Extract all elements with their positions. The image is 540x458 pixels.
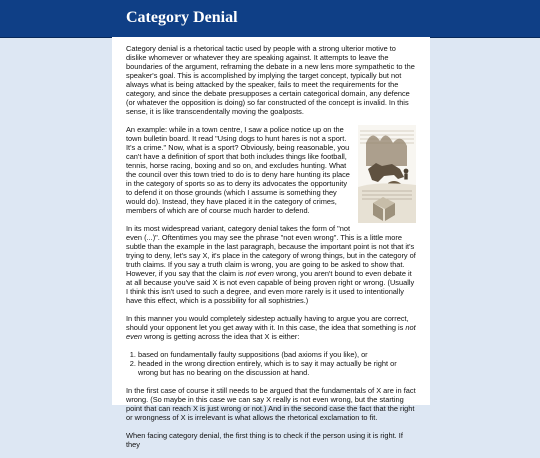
paragraph-sidestep	[126, 314, 416, 341]
article-panel	[112, 37, 430, 449]
paragraph-sidestep-emphasis: not even	[126, 323, 416, 341]
engraving-illustration	[358, 125, 416, 223]
list-item: 2. headed in the wrong direction entirely, which is to say it may actually be right or wrong but has no bearing on the discussion at hand.	[138, 359, 416, 377]
paragraph-not-even-part-1: In its most widespread variant, category denial takes the form of "not even (...)". Oftentimes you may see the phrase "not even wrong". This is a little more subtle than the example in the last paragraph, because the important point is not that it's trying to deny, let's say X, it's place in the category of wrong things, but in the category of truth claims. If you say a truth claim is wrong, you are going to be asked to show that. However, if you say that the claim is	[126, 224, 416, 278]
paragraph-facing: When facing category denial, the first thing is to check if the person using it is right. If they	[126, 431, 403, 449]
article-body	[126, 44, 416, 458]
either-list	[126, 350, 416, 377]
paragraph-example: An example: while in a town centre, I saw a police notice up on the town bulletin board. It read "Using dogs to hunt hares is not a sport. It's a crime." Now, what is a sport? Obviously, being reasonable, you can't have a definition of sport that both includes things like football, tennis, horse racing, boxing and so on, and excludes hunting. What the council over this town tried to do is to deny hare hunting its place in the category of sports so as to deny its advocates the opportunity to defend it on those grounds (which I assume is something they would do). Instead, they have placed it in the category of crimes, members of which are of course much harder to defend.	[126, 125, 350, 215]
paragraph-intro: Category denial is a rhetorical tactic used by people with a strong ulterior motive to dislike whomever or whatever they are speaking against. It attempts to leave the boundaries of the argument, reframing the debate in a new lens more sympathetic to the speaker's goal. This is accomplished by implying the target concept, typically but not always what is being attacked by the speaker, fails to meet the requirements for the category, and since the debate presupposes a certain categorical domain, any defence (or whatever the opposition is doing) so far constructed of the concept is invalid. In this sense, it is like transcendentally moving the goalposts.	[126, 44, 415, 116]
page-header	[0, 0, 540, 38]
paragraph-sidestep-part-2: wrong is getting across the idea that X is either:	[142, 332, 300, 341]
paragraph-not-even-emphasis: not even	[245, 269, 274, 278]
list-item: 1. based on fundamentally faulty suppositions (bad axioms if you like), or	[138, 350, 416, 359]
paragraph-not-even-part-2: wrong, you aren't bound to even debate it at all because you've said X is not even capable of being proven right or wrong. (Usually I think this isn't used to such a degree, and even more rarely is it used to intentionally have this effect, which is a possibility for all sophistries.)	[126, 269, 415, 305]
paragraph-sidestep-part-1: In this manner you would completely sidestep actually having to argue you are correct, should your opponent let you get away with it. In this case, the idea that something is	[126, 314, 409, 332]
page-title: Category Denial	[126, 9, 238, 26]
paragraph-first-case: In the first case of course it still needs to be argued that the fundamentals of X are in fact wrong. (So maybe in this case we can say X really is not even wrong, but the starting point that can reach X is just wrong or not.) And in the second case the fact that the right or wrongness of X is irrelevant is what allows the rhetorical exclamation to fit.	[126, 386, 416, 422]
engraving-drawing	[358, 125, 416, 223]
paragraph-not-even	[126, 224, 416, 305]
